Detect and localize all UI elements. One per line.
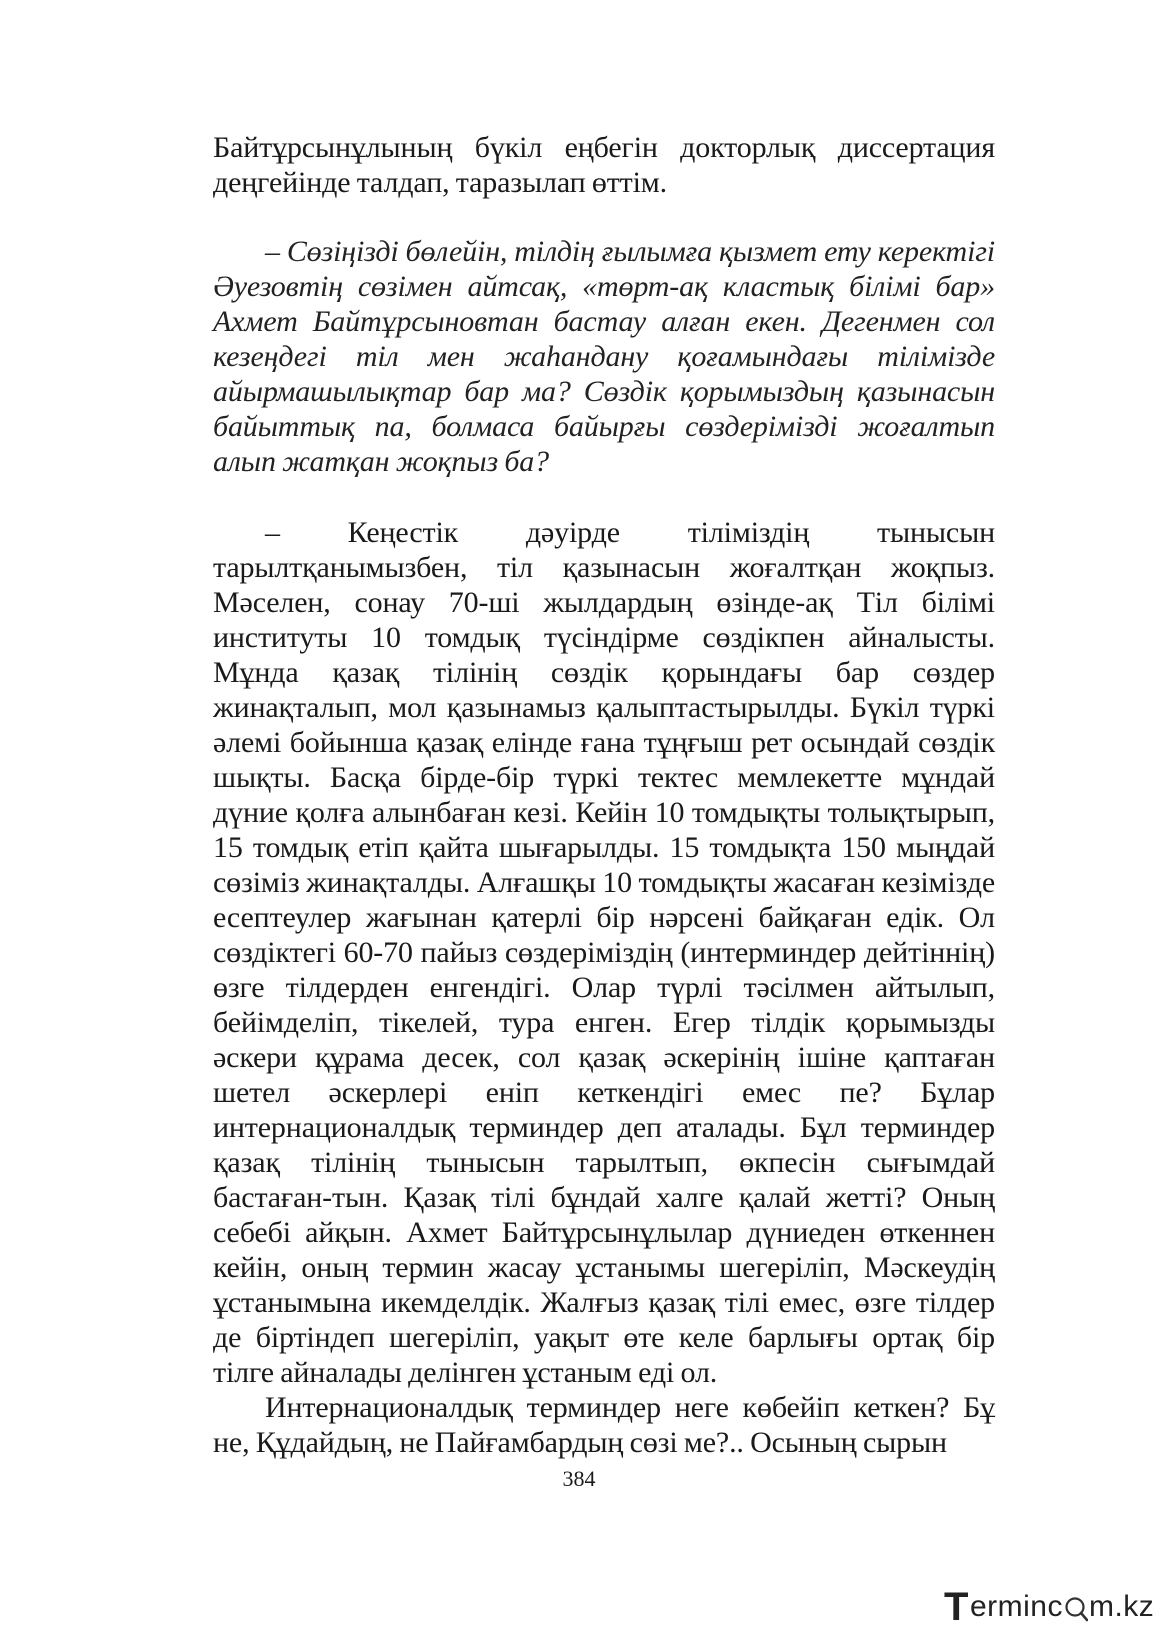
paragraph-intro: Байтұрсынұлының бүкіл еңбегін докторлық диссертация деңгейінде талдап, таразылап өттім. [213, 131, 995, 199]
page-number: 384 [562, 1466, 596, 1491]
paragraph-continuation: Интернационалдық терминдер неге көбейіп кеткен? Бұ не, Құдайдың, не Пайғамбардың сөзі ме?.. Осының сырын [213, 1391, 995, 1459]
page-body [213, 130, 995, 1460]
watermark-text-start: erminc [969, 1590, 1063, 1623]
paragraph-question: – Сөзіңізді бөлейін, тілдің ғылымға қызмет ету керектігі Әуезовтің сөзімен айтсақ, «төрт-ақ кластық білімі бар» Ахмет Байтұрсыновтан бастау алған екен. Дегенмен сол кезеңдегі тіл мен жаһандану қоғамындағы тілімізде айырмашылықтар бар ма? Сөздік қорымыздың қазынасын байыттық па, болмаса байырғы сөздерімізді жоғалтып алып жатқан жоқпыз ба? [213, 235, 995, 478]
paragraph-answer: – Кеңестік дәуірде тіліміздің тынысын тарылтқанымызбен, тіл қазынасын жоғалтқан жоқпыз. Мәселен, сонау 70-ші жылдардың өзінде-ақ Тіл білімі институты 10 томдық түсіндірме сөздікпен айналысты. Мұнда қазақ тілінің сөздік қорындағы бар сөздер жинақталып, мол қазынамыз қалыптастырылды. Бүкіл түркі әлемі бойынша қазақ елінде ғана тұңғыш рет осындай сөздік шықты. Басқа бірде-бір түркі тектес мемлекетте мұндай дүние қолға алынбаған кезі. Кейін 10 томдықты толықтырып, 15 томдық етіп қайта шығарылды. 15 томдықта 150 мыңдай сөзіміз жинақталды. Алғашқы 10 томдықты жасаған кезімізде есептеулер жағынан қатерлі бір нәрсені байқаған едік. Ол сөздіктегі 60-70 пайыз сөздеріміздің (интерминдер дейтіннің) өзге тілдерден енгендігі. Олар түрлі тәсілмен айтылып, бейімделіп, тікелей, тура енген. Егер тілдік қорымызды әскери құрама десек, сол қазақ әскерінің ішіне қаптаған шетел әскерлері еніп кеткендігі емес пе? Бұлар интернационалдық терминдер деп аталады. Бұл терминдер қазақ тілінің тынысын тарылтып, өкпесін сығымдай бастаған-тын. Қазақ тілі бұндай халге қалай жетті? Оның себебі айқын. Ахмет Байтұрсынұлылар дүниеден өткеннен кейін, оның термин жасау ұстанымы шегеріліп, Мәскеудің ұстанымына икемделдік. Жалғыз қазақ тілі емес, өзге тілдер де біртіндеп шегеріліп, уақыт өте келе барлығы ортақ бір тілге айналады делінген ұстаным еді ол. [213, 516, 995, 1389]
watermark-text-end: m.kz [1088, 1590, 1155, 1623]
magnifier-icon [1064, 1592, 1088, 1622]
watermark-letter: T [944, 1584, 969, 1629]
watermark-logo [944, 1585, 1154, 1629]
